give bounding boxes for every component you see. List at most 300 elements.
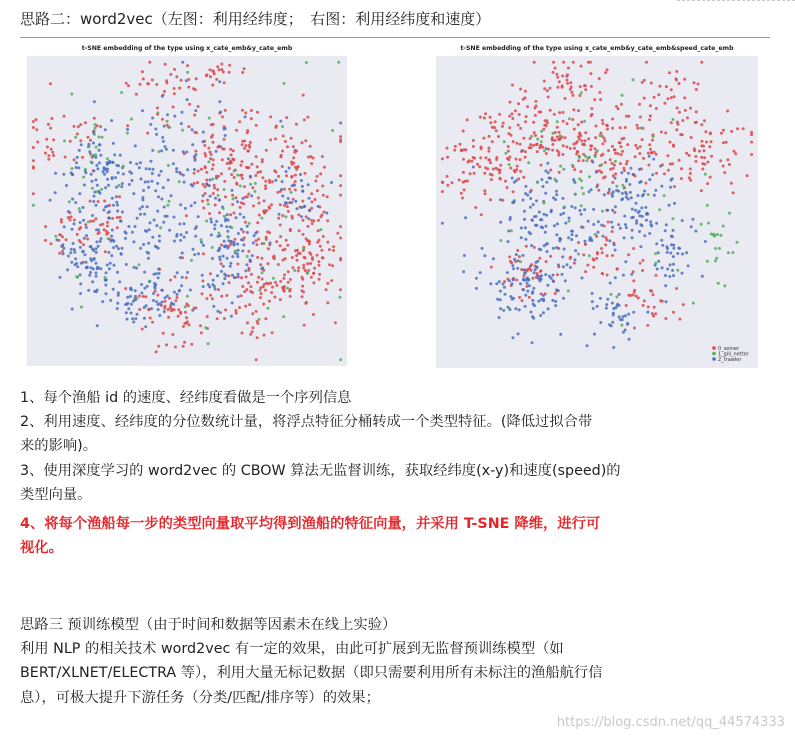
chart-title: t-SNE embedding of the type using x_cate_emb&y_cate_emb&speed_cate_emb [460,45,734,52]
scatter-point [264,187,267,190]
scatter-point [205,74,208,77]
scatter-point [553,113,556,116]
heading-divider [20,37,770,38]
scatter-point [281,180,284,183]
scatter-point [301,200,304,203]
scatter-point [47,154,50,157]
scatter-point [102,209,105,212]
scatter-point [290,191,293,194]
scatter-point [106,170,109,173]
scatter-point [106,264,109,267]
scatter-point [270,291,273,294]
scatter-point [624,260,627,263]
scatter-point [652,315,655,318]
scatter-point [532,303,535,306]
scatter-point [508,255,511,258]
scatter-point [470,160,473,163]
scatter-point [191,143,194,146]
scatter-point [209,294,212,297]
scatter-point [307,225,310,228]
scatter-point [97,200,100,203]
scatter-point [692,302,695,305]
scatter-point [665,85,668,88]
scatter-point [480,213,483,216]
scatter-point [701,162,704,165]
scatter-point [220,244,223,247]
scatter-point [145,167,148,170]
scatter-point [508,126,511,129]
scatter-point [620,145,623,148]
scatter-point [599,98,602,101]
scatter-point [250,273,253,276]
scatter-point [531,299,534,302]
scatter-point [122,165,125,168]
scatter-point [693,147,696,150]
scatter-point [325,212,328,215]
scatter-point [267,282,270,285]
scatter-point [88,274,91,277]
scatter-point [742,127,745,130]
scatter-point [280,188,283,191]
scatter-point [619,162,622,165]
scatter-point [659,165,662,168]
scatter-point [70,248,73,251]
scatter-point [535,276,538,279]
scatter-point [302,264,305,267]
scatter-point [79,241,82,244]
scatter-point [265,209,268,212]
scatter-point [520,268,523,271]
scatter-point [499,298,502,301]
scatter-point [130,312,133,315]
scatter-point [608,188,611,191]
scatter-point [564,97,567,100]
scatter-point [146,132,149,135]
scatter-point [633,291,636,294]
scatter-point [332,249,335,252]
scatter-point [254,182,257,185]
scatter-point [665,223,668,226]
scatter-point [623,169,626,172]
scatter-point [99,154,102,157]
scatter-point [604,243,607,246]
scatter-point [622,274,625,277]
scatter-point [205,220,208,223]
scatter-point [73,219,76,222]
scatter-point [725,141,728,144]
scatter-point [210,123,213,126]
scatter-point [157,150,160,153]
scatter-point [107,251,110,254]
scatter-point [70,171,73,174]
scatter-point [590,114,593,117]
scatter-point [274,179,277,182]
scatter-point [543,80,546,83]
scatter-point [287,210,290,213]
scatter-point [627,198,630,201]
scatter-point [186,71,189,74]
scatter-point [549,255,552,258]
scatter-point [181,252,184,255]
scatter-point [632,279,635,282]
scatter-point [627,313,630,316]
scatter-point [281,214,284,217]
scatter-point [620,171,623,174]
scatter-point [584,155,587,158]
scatter-point [441,157,444,160]
scatter-point [78,149,81,152]
scatter-point [50,148,53,151]
scatter-point [441,181,444,184]
scatter-point [526,282,529,285]
scatter-point [93,133,96,136]
scatter-point [156,111,159,114]
scatter-point [67,216,70,219]
scatter-point [533,131,536,134]
scatter-point [106,178,109,181]
scatter-point [144,295,147,298]
scatter-point [235,129,238,132]
scatter-point [307,183,310,186]
scatter-point [580,139,583,142]
scatter-point [704,240,707,243]
scatter-point [672,311,675,314]
scatter-point [227,157,230,160]
scatter-point [495,167,498,170]
scatter-point [580,121,583,124]
scatter-point [642,304,645,307]
scatter-point [284,215,287,218]
scatter-point [240,160,243,163]
scatter-point [224,308,227,311]
scatter-point [260,257,263,260]
scatter-point [556,86,559,89]
scatter-point [122,173,125,176]
scatter-point [681,119,684,122]
scatter-point [285,239,288,242]
scatter-point [575,153,578,156]
scatter-point [125,82,128,85]
scatter-point [589,72,592,75]
scatter-point [604,140,607,143]
scatter-point [79,210,82,213]
scatter-point [220,262,223,265]
scatter-point [167,316,170,319]
scatter-point [278,213,281,216]
scatter-point [496,298,499,301]
scatter-point [77,166,80,169]
scatter-point [214,204,217,207]
scatter-point [256,221,259,224]
scatter-point [234,196,237,199]
scatter-point [519,158,522,161]
scatter-point [599,321,602,324]
scatter-point [67,255,70,258]
scatter-point [95,164,98,167]
scatter-point [228,71,231,74]
scatter-point [225,274,228,277]
scatter-point [631,236,634,239]
scatter-point [116,210,119,213]
scatter-point [156,294,159,297]
scatter-point [312,281,315,284]
scatter-point [552,274,555,277]
scatter-point [182,150,185,153]
scatter-point [521,149,524,152]
scatter-point [577,253,580,256]
scatter-point [207,283,210,286]
scatter-point [151,172,154,175]
scatter-point [495,158,498,161]
scatter-point [223,277,226,280]
scatter-point [552,61,555,64]
scatter-point [155,83,158,86]
scatter-point [670,121,673,124]
scatter-point [155,300,158,303]
scatter-point [144,325,147,328]
scatter-point [620,103,623,106]
scatter-point [94,127,97,130]
scatter-point [181,129,184,132]
scatter-point [236,243,239,246]
scatter-point [706,161,709,164]
scatter-point [604,71,607,74]
scatter-point [109,299,112,302]
scatter-point [554,292,557,295]
scatter-point [126,318,129,321]
scatter-point [580,213,583,216]
scatter-point [76,133,79,136]
scatter-point [172,303,175,306]
scatter-point [286,145,289,148]
scatter-point [281,165,284,168]
scatter-point [243,67,246,70]
scatter-point [116,271,119,274]
scatter-point [244,111,247,114]
scatter-point [180,233,183,236]
scatter-point [264,289,267,292]
scatter-point [111,217,114,220]
scatter-point [472,166,475,169]
scatter-point [165,343,168,346]
scatter-point [723,171,726,174]
scatter-point [179,256,182,259]
scatter-point [607,221,610,224]
scatter-point [195,225,198,228]
scatter-point [183,222,186,225]
scatter-point [92,142,95,145]
scatter-point [573,168,576,171]
scatter-point [659,299,662,302]
scatter-point [672,118,675,121]
scatter-point [279,235,282,238]
scatter-point [32,120,35,123]
scatter-point [516,267,519,270]
scatter-point [193,155,196,158]
scatter-point [566,263,569,266]
scatter-point [532,287,535,290]
scatter-point [163,206,166,209]
scatter-point [564,222,567,225]
scatter-point [283,188,286,191]
scatter-point [641,215,644,218]
scatter-point [205,179,208,182]
scatter-point [83,237,86,240]
scatter-point [597,189,600,192]
scatter-point [188,323,191,326]
scatter-point [552,71,555,74]
scatter-point [559,333,562,336]
scatter-point [627,253,630,256]
scatter-point [669,186,672,189]
scatter-point [661,244,664,247]
scatter-point [463,254,466,257]
scatter-point [532,277,535,280]
scatter-point [146,82,149,85]
scatter-point [49,127,52,130]
scatter-point [339,174,342,177]
scatter-point [301,278,304,281]
scatter-point [608,239,611,242]
scatter-point [619,227,622,230]
scatter-point [119,220,122,223]
scatter-point [190,343,193,346]
scatter-point [305,237,308,240]
scatter-point [154,128,157,131]
scatter-point [587,137,590,140]
scatter-point [311,222,314,225]
scatter-point [592,208,595,211]
scatter-point [183,181,186,184]
scatter-point [571,94,574,97]
scatter-point [680,177,683,180]
scatter-point [489,121,492,124]
scatter-point [226,235,229,238]
scatter-point [286,205,289,208]
scatter-point [529,191,532,194]
scatter-point [736,127,739,130]
point-2: 2、利用速度、经纬度的分位数统计量，将浮点特征分桶转成一个类型特征。(降低过拟合带 [20,414,593,430]
scatter-point [652,293,655,296]
scatter-point [105,292,108,295]
scatter-point [213,223,216,226]
scatter-point [240,174,243,177]
scatter-point [181,61,184,64]
scatter-point [730,182,733,185]
scatter-point [93,100,96,103]
scatter-point [147,252,150,255]
scatter-point [277,217,280,220]
scatter-point [736,241,739,244]
scatter-point [499,164,502,167]
scatter-point [303,205,306,208]
point-2-cont: 来的影响)。 [20,438,98,454]
scatter-point [138,166,141,169]
scatter-point [611,193,614,196]
scatter-point [722,129,725,132]
scatter-point [499,290,502,293]
scatter-point [587,220,590,223]
scatter-point [557,289,560,292]
scatter-point [91,187,94,190]
scatter-point [272,256,275,259]
scatter-point [295,123,298,126]
scatter-point [191,128,194,131]
scatter-point [163,310,166,313]
scatter-point [230,315,233,318]
scatter-point [680,167,683,170]
scatter-point [611,181,614,184]
scatter-point [202,207,205,210]
scatter-point [625,115,628,118]
scatter-point [640,180,643,183]
scatter-point [158,272,161,275]
scatter-point [613,148,616,151]
scatter-point [558,171,561,174]
scatter-point [657,260,660,263]
scatter-point [290,201,293,204]
scatter-point [35,128,38,131]
scatter-point [578,156,581,159]
scatter-point [746,174,749,177]
scatter-point [624,329,627,332]
scatter-point [54,235,57,238]
scatter-point [199,324,202,327]
scatter-point [463,188,466,191]
scatter-point [615,105,618,108]
scatter-point [647,305,650,308]
scatter-point [146,205,149,208]
scatter-point [573,258,576,261]
scatter-point [636,124,639,127]
scatter-point [559,238,562,241]
scatter-point [205,297,208,300]
scatter-point [462,171,465,174]
scatter-point [663,172,666,175]
scatter-point [458,179,461,182]
scatter-point [462,181,465,184]
scatter-point [240,276,243,279]
scatter-point [502,122,505,125]
scatter-point [575,234,578,237]
scatter-point [484,112,487,115]
scatter-point [226,162,229,165]
scatter-point [310,162,313,165]
scatter-point [194,235,197,238]
scatter-point [514,307,517,310]
scatter-point [96,167,99,170]
scatter-point [142,78,145,81]
scatter-point [211,168,214,171]
scatter-point [317,219,320,222]
scatter-point [490,266,493,269]
scatter-point [653,306,656,309]
scatter-point [120,252,123,255]
scatter-point [128,170,131,173]
scatter-point [542,185,545,188]
scatter-point [70,215,73,218]
scatter-point [141,328,144,331]
scatter-point [209,151,212,154]
scatter-point [582,253,585,256]
scatter-point [570,230,573,233]
scatter-point [318,273,321,276]
scatter-point [78,207,81,210]
scatter-point [446,175,449,178]
plot-area [27,56,347,366]
scatter-point [289,295,292,298]
scatter-point [92,154,95,157]
